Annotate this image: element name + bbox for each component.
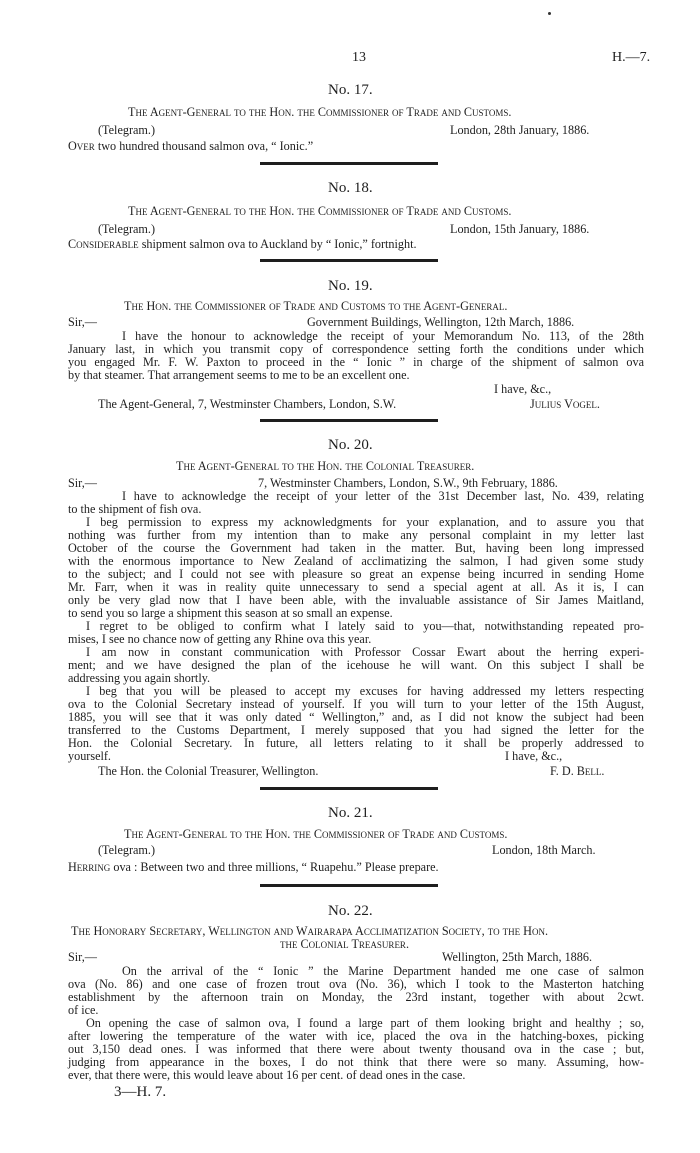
- letter-line: transferred to the Customs Department, I merely supposed that you had signed the letter for the: [68, 723, 644, 737]
- section-divider: [260, 259, 438, 262]
- letter-line: after lowering the temperature of the water with ice, placed the ova in the hatching-boxes, picking: [68, 1029, 644, 1043]
- section-divider: [260, 884, 438, 887]
- letter-line: October of the course the Government had taken in the matter. But, having been long impressed: [68, 541, 644, 555]
- signature: Julius Vogel.: [530, 397, 600, 411]
- section-number: No. 19.: [328, 278, 373, 294]
- letter-line: addressing you again shortly.: [68, 671, 211, 685]
- letter-line: you engaged Mr. F. W. Paxton to proceed in the “ Ionic ” in charge of the shipment of salmon ova: [68, 355, 644, 369]
- body-text: shipment salmon ova to Auckland by “ Ionic,” fortnight.: [141, 237, 417, 251]
- letter-line: yourself.: [68, 749, 111, 763]
- telegram-label: (Telegram.): [98, 222, 156, 236]
- letter-line: January last, in which you transmit copy of correspondence setting forth the conditions under which: [68, 342, 644, 356]
- letter-line: ment; and we have designed the plan of the icehouse he will want. On this subject I shall be: [68, 658, 644, 672]
- letter-line: to send you so large a shipment this season at so small an expense.: [68, 606, 393, 620]
- paper-reference: H.—7.: [612, 50, 651, 65]
- closing: I have, &c.,: [494, 382, 552, 396]
- letter-line: of ice.: [68, 1003, 99, 1017]
- section-heading-continued: the Colonial Treasurer.: [280, 937, 409, 951]
- letter-line: I am now in constant communication with Professor Cossar Ewart about the herring experi-: [86, 645, 644, 659]
- lead-word: Considerable: [68, 237, 139, 251]
- letter-line: to the shipment of fish ova.: [68, 502, 202, 516]
- section-heading: The Agent-General to the Hon. the Colonial Treasurer.: [176, 459, 475, 473]
- section-heading: The Agent-General to the Hon. the Commissioner of Trade and Customs.: [128, 204, 512, 218]
- place-date: Wellington, 25th March, 1886.: [442, 950, 592, 964]
- letter-line: I beg permission to express my acknowledgments for your explanation, and to assure you that: [86, 515, 644, 529]
- place-date: London, 15th January, 1886.: [450, 222, 590, 236]
- section-number: No. 17.: [328, 82, 373, 98]
- place-date: London, 18th March.: [492, 843, 596, 857]
- telegram-label: (Telegram.): [98, 123, 156, 137]
- place-date: London, 28th January, 1886.: [450, 123, 590, 137]
- telegram-label: (Telegram.): [98, 843, 156, 857]
- telegram-body: [68, 861, 439, 874]
- section-divider: [260, 419, 438, 422]
- closing: I have, &c.,: [505, 749, 563, 763]
- section-number: No. 22.: [328, 903, 373, 919]
- signature: F. D. Bell.: [550, 764, 605, 778]
- letter-line: Mr. Farr, when it was in reality quite unnecessary to send a special agent at all. As it is, I can: [68, 580, 644, 594]
- place-date: 7, Westminster Chambers, London, S.W., 9th February, 1886.: [258, 476, 558, 490]
- salutation: Sir,—: [68, 315, 97, 329]
- letter-line: I have the honour to acknowledge the receipt of your Memorandum No. 113, of the 28th: [122, 329, 644, 343]
- letter-line: I beg that you will be pleased to accept my excuses for having addressed my letters respecting: [86, 684, 644, 698]
- page-number: 13: [352, 50, 366, 65]
- letter-line: to the subject; and I could not see with pleasure so great an expense being incurred in sending Home: [68, 567, 644, 581]
- letter-line: out 3,150 dead ones. I was informed that there were about twenty thousand ova in the case ; but,: [68, 1042, 644, 1056]
- letter-line: On opening the case of salmon ova, I found a large part of them looking bright and healthy ; so,: [86, 1016, 644, 1030]
- section-number: No. 18.: [328, 180, 373, 196]
- stray-mark: [548, 12, 551, 15]
- letter-line: Hon. the Colonial Secretary. In future, all letters relating to it shall be properly addressed to: [68, 736, 644, 750]
- section-number: No. 21.: [328, 805, 373, 821]
- section-heading: The Agent-General to the Hon. the Commissioner of Trade and Customs.: [124, 827, 508, 841]
- section-heading: The Agent-General to the Hon. the Commissioner of Trade and Customs.: [128, 105, 512, 119]
- letter-line: by that steamer. That arrangement seems to me to be an excellent one.: [68, 368, 410, 382]
- lead-word: Over: [68, 139, 95, 153]
- place-date: Government Buildings, Wellington, 12th March, 1886.: [307, 315, 575, 329]
- body-text: two hundred thousand salmon ova, “ Ionic.”: [97, 139, 314, 153]
- letter-line: ever, that there were, this would leave about 16 per cent. of dead ones in the case.: [68, 1068, 466, 1082]
- letter-line: ova (No. 86) and one case of frozen trout ova (No. 36), which I took to the Masterton hatching: [68, 977, 644, 991]
- addressee: The Hon. the Colonial Treasurer, Wellington.: [98, 764, 319, 778]
- letter-line: only be very glad now that I have been able, with the invaluable assistance of Sir James Maitland,: [68, 593, 644, 607]
- section-divider: [260, 787, 438, 790]
- letter-line: with the enormous importance to New Zealand of acclimatizing the salmon, I had given some study: [68, 554, 644, 568]
- letter-line: ova to the Colonial Secretary instead of yourself. If you will turn to your letter of the 15th August,: [68, 697, 644, 711]
- salutation: Sir,—: [68, 476, 97, 490]
- letter-line: I regret to be obliged to confirm what I lately said to you—that, notwithstanding repeated pro-: [86, 619, 644, 633]
- section-heading: The Honorary Secretary, Wellington and Wairarapa Acclimatization Society, to the Hon.: [71, 924, 549, 938]
- section-number: No. 20.: [328, 437, 373, 453]
- telegram-body: [68, 140, 313, 153]
- letter-line: nothing was further from my intention than to make any personal complaint in my letter last: [68, 528, 644, 542]
- letter-line: I have to acknowledge the receipt of your letter of the 31st December last, No. 439, relating: [122, 489, 644, 503]
- letter-line: 1885, you will see that it was only dated “ Wellington,” and, as I did not know the subject had been: [68, 710, 644, 724]
- telegram-body: [68, 238, 417, 251]
- letter-line: establishment by the afternoon train on Monday, the 23rd instant, together with about 2cwt.: [68, 990, 644, 1004]
- salutation: Sir,—: [68, 950, 97, 964]
- lead-word: Herring: [68, 860, 111, 874]
- signature-mark: 3—H. 7.: [114, 1084, 167, 1100]
- letter-line: On the arrival of the “ Ionic ” the Marine Department handed me one case of salmon: [122, 964, 644, 978]
- letter-line: judging from appearance in the boxes, I do not think that there were so many. Assuming, how-: [68, 1055, 644, 1069]
- letter-line: mises, I see no chance now of getting any Rhine ova this year.: [68, 632, 372, 646]
- section-heading: The Hon. the Commissioner of Trade and Customs to the Agent-General.: [124, 299, 508, 313]
- section-divider: [260, 162, 438, 165]
- body-text: ova : Between two and three millions, “ Ruapehu.” Please prepare.: [113, 860, 439, 874]
- addressee: The Agent-General, 7, Westminster Chambers, London, S.W.: [98, 397, 397, 411]
